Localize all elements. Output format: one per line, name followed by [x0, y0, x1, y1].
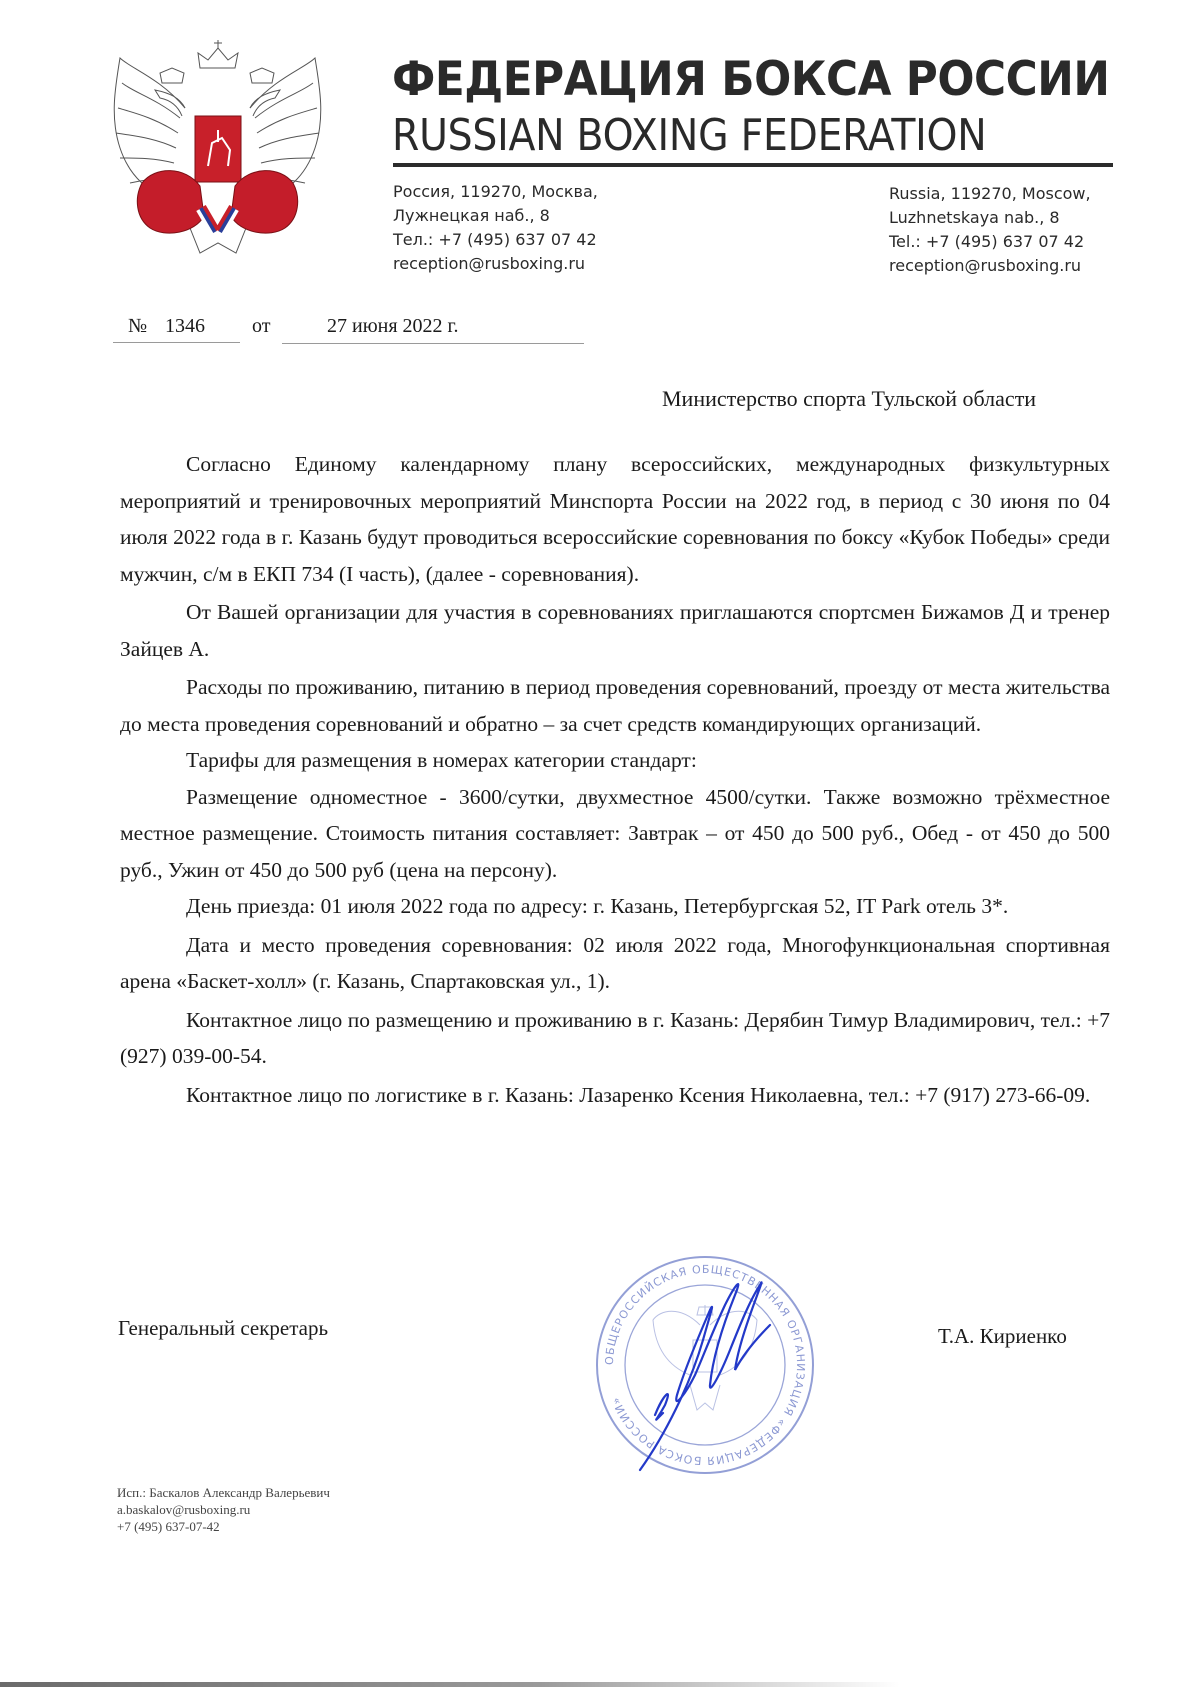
- address-en-phone: Tel.: +7 (495) 637 07 42: [889, 232, 1085, 251]
- letterhead-title-en: RUSSIAN BOXING FEDERATION: [392, 110, 987, 161]
- reg-number-underline: [113, 342, 240, 343]
- letterhead-title-ru: ФЕДЕРАЦИЯ БОКСА РОССИИ: [392, 52, 1110, 107]
- address-en-email: reception@rusboxing.ru: [889, 256, 1082, 275]
- executor-name: Исп.: Баскалов Александр Валерьевич: [117, 1485, 330, 1500]
- reg-date-label: от: [252, 315, 271, 337]
- federation-emblem-logo: [100, 38, 335, 263]
- body-paragraph: Дата и место проведения соревнования: 02 июля 2022 года, Многофункциональная спортивная арена «Баскет-холл» (г. Казань, Спартаковская ул., 1).: [120, 932, 1110, 993]
- address-en-line: Luzhnetskaya nab., 8: [889, 208, 1060, 227]
- address-ru-line: Лужнецкая наб., 8: [393, 206, 550, 225]
- address-ru-line: Россия, 119270, Москва,: [393, 182, 598, 201]
- letter-body: [120, 446, 1110, 1113]
- address-ru: [393, 180, 598, 276]
- header-divider: [393, 163, 1113, 167]
- official-stamp-with-signature: [585, 1245, 825, 1485]
- body-paragraph: Размещение одноместное - 3600/сутки, двухместное 4500/сутки. Также возможно трёхместное местное размещение. Стоимость питания составляет: Завтрак – от 450 до 500 руб., Обед - от 450 до 500 руб., Ужин от 450 до 500 руб (цена на персону).: [120, 784, 1110, 882]
- reg-date: 27 июня 2022 г.: [327, 315, 459, 337]
- scan-edge-shadow: [0, 1682, 900, 1687]
- recipient: Министерство спорта Тульской области: [662, 386, 1037, 411]
- body-paragraph: Согласно Единому календарному плану всероссийских, международных физкультурных мероприятий и тренировочных мероприятий Минспорта России на 2022 год, в период с 30 июня по 04 июля 2022 года в г. Казань будут проводиться всероссийские соревнования по боксу «Кубок Победы» среди мужчин, с/м в ЕКП 734 (I часть), (далее - соревнования).: [120, 452, 1110, 586]
- reg-number-label: №: [128, 315, 148, 337]
- reg-number: 1346: [165, 315, 205, 337]
- stamp-ring-textpath: ОБЩЕРОССИЙСКАЯ ОБЩЕСТВЕННАЯ ОРГАНИЗАЦИЯ «ФЕДЕРАЦИЯ БОКСА РОССИИ»: [602, 1262, 808, 1468]
- body-paragraph: День приезда: 01 июля 2022 года по адресу: г. Казань, Петербургская 52, IT Park отель 3*.: [186, 894, 1009, 918]
- address-en-line: Russia, 119270, Moscow,: [889, 184, 1091, 203]
- executor-phone: +7 (495) 637-07-42: [117, 1519, 220, 1534]
- signatory-name: Т.А. Кириенко: [938, 1324, 1067, 1348]
- body-paragraph: Контактное лицо по логистике в г. Казань: Лазаренко Ксения Николаевна, тел.: +7 (917) 273-66-09.: [186, 1082, 1091, 1107]
- reg-date-underline: [282, 343, 584, 344]
- signatory-position: Генеральный секретарь: [118, 1316, 329, 1340]
- address-ru-email: reception@rusboxing.ru: [393, 254, 586, 273]
- body-paragraph: От Вашей организации для участия в соревнованиях приглашаются спортсмен Бижамов Д и тренер Зайцев А.: [120, 600, 1110, 661]
- executor-info: [117, 1484, 330, 1535]
- body-paragraph: Тарифы для размещения в номерах категории стандарт:: [186, 748, 697, 772]
- body-paragraph: Контактное лицо по размещению и проживанию в г. Казань: Дерябин Тимур Владимирович, тел.: +7 (927) 039-00-54.: [120, 1007, 1110, 1068]
- stamp-ring-text: [603, 1263, 807, 1467]
- address-ru-phone: Тел.: +7 (495) 637 07 42: [393, 230, 597, 249]
- executor-email: a.baskalov@rusboxing.ru: [117, 1502, 251, 1517]
- stamp-outer-ring: [597, 1257, 813, 1473]
- address-en: [889, 182, 1091, 278]
- body-paragraph: Расходы по проживанию, питанию в период проведения соревнований, проезду от места жительства до места проведения соревнований и обратно – за счет средств командирующих организаций.: [120, 675, 1110, 736]
